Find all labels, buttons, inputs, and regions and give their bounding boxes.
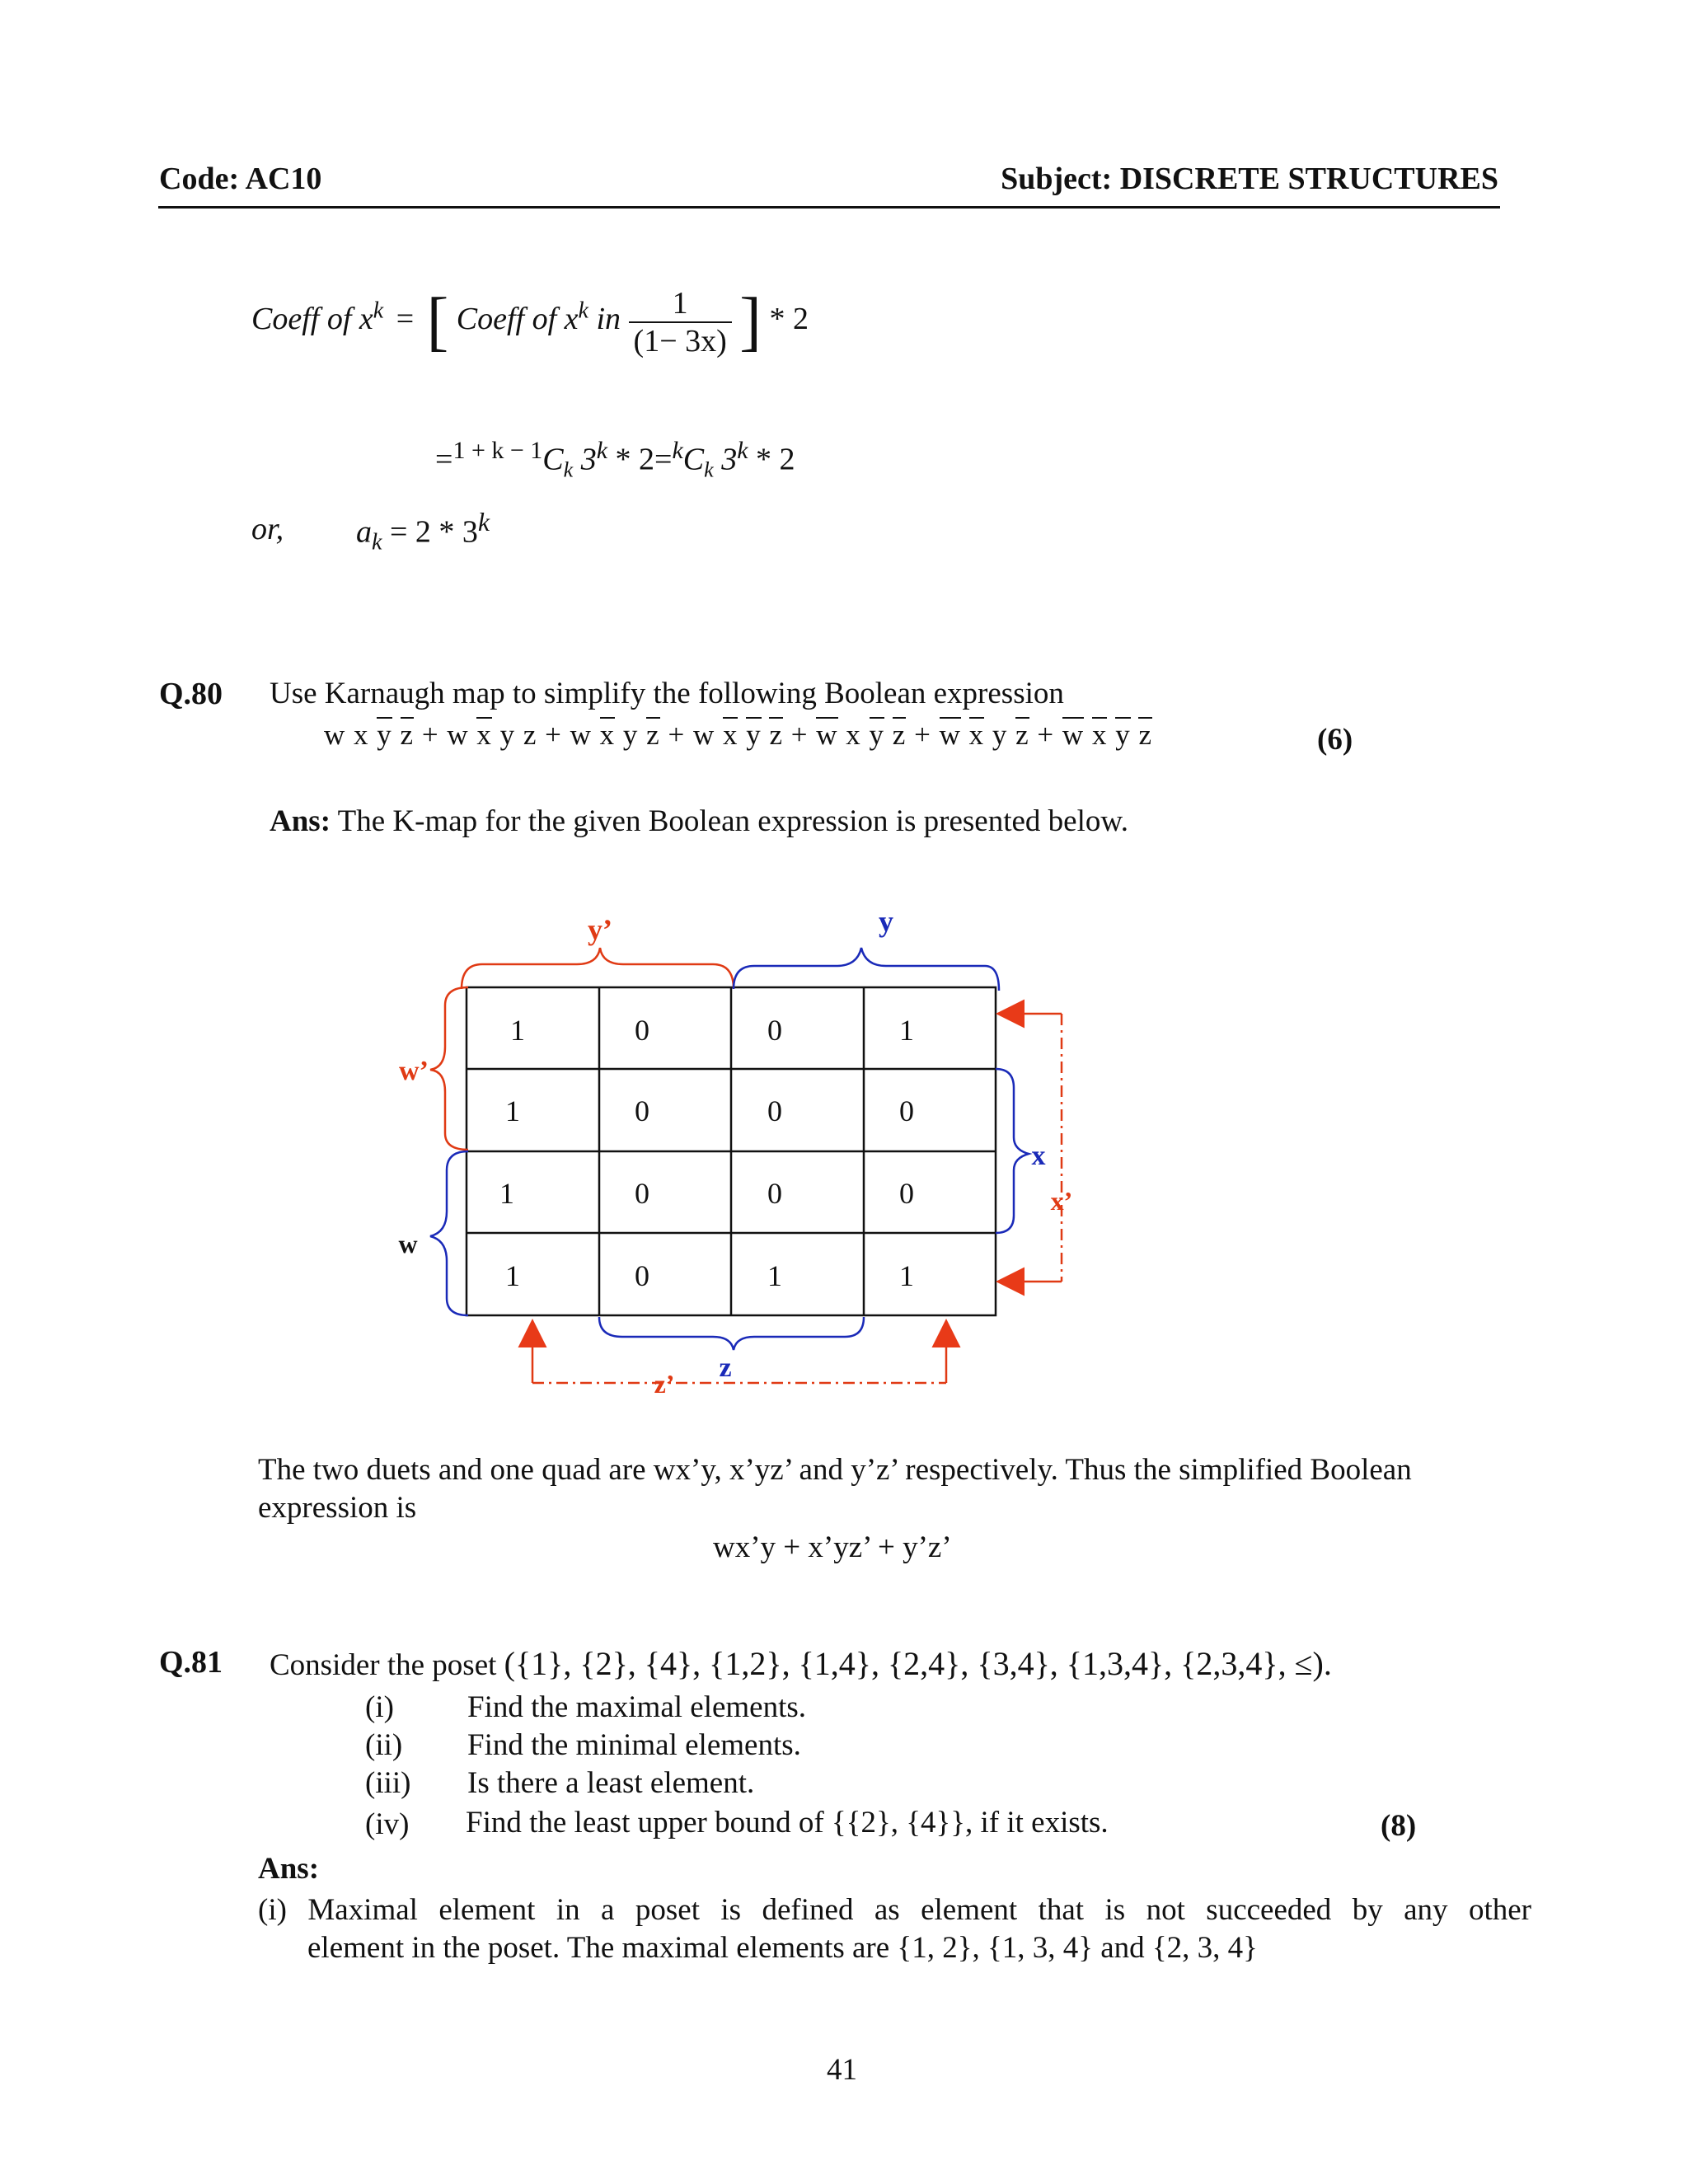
- q81-item-num: (ii): [365, 1728, 403, 1762]
- q81-ans-line2: element in the poset. The maximal elements are {1, 2}, {1, 3, 4} and {2, 3, 4}: [307, 1931, 1258, 1965]
- q81-number: Q.81: [159, 1645, 223, 1680]
- q80-expression: w x y z + w x y z + w x y z + w x y z + w x y z + w x y z + w x y z: [324, 719, 1152, 751]
- label-x: x: [1031, 1141, 1046, 1171]
- coeff-inner: Coeff of x: [456, 302, 579, 337]
- kmap-cell: 0: [635, 1014, 649, 1047]
- kmap-cell: 1: [505, 1094, 520, 1127]
- kmap-cell: 1: [505, 1259, 520, 1292]
- kmap-cell: 0: [767, 1094, 782, 1127]
- or-label: or,: [251, 512, 284, 546]
- label-z-prime: z’: [654, 1369, 675, 1399]
- kmap-grid: [467, 987, 996, 1315]
- bracket-close: ]: [739, 285, 762, 358]
- brace-z: [599, 1317, 864, 1350]
- kmap-cell: 1: [899, 1259, 914, 1292]
- q80-answer: Ans: The K-map for the given Boolean expression is presented below.: [270, 804, 1128, 838]
- kmap-cells: [499, 1014, 914, 1292]
- label-y-prime: y’: [588, 913, 612, 946]
- coeff-equation: Coeff of $x^k$ = [ Coeff of $x^k$ in $\frac{1}{(1- 3x)}$ ] * 2: [251, 285, 809, 359]
- fraction: $\frac{1}{(1- 3x)}$: [629, 285, 732, 359]
- kmap-cell: 0: [635, 1259, 649, 1292]
- header-rule: [158, 206, 1500, 209]
- bracket-open: [: [426, 285, 449, 358]
- kmap-cell: 1: [899, 1014, 914, 1047]
- kmap-cell: 0: [767, 1177, 782, 1210]
- q81-item-num: (iv): [365, 1807, 410, 1841]
- coeff-lhs: Coeff of x: [251, 302, 373, 337]
- q81-item-text: Find the minimal elements.: [467, 1728, 801, 1762]
- q80-explanation-1: The two duets and one quad are wx’y, x’yz’ and y’z’ respectively. Thus the simplified Boolean: [258, 1453, 1412, 1487]
- q81-item-text: Find the maximal elements.: [467, 1690, 807, 1724]
- q80-marks: (6): [1317, 723, 1353, 757]
- kmap-cell: 1: [510, 1014, 525, 1047]
- brace-w: [430, 1151, 468, 1315]
- kmap-cell: 0: [635, 1094, 649, 1127]
- q81-item-num: (iii): [365, 1766, 411, 1800]
- kmap-diagram: [387, 898, 1113, 1426]
- page-number: 41: [827, 2053, 857, 2087]
- q81-item-num: (i): [365, 1690, 394, 1724]
- q81-prompt: Consider the poset ({1}, {2}, {4}, {1,2}, {1,4}, {2,4}, {3,4}, {1,3,4}, {2,3,4}, ≤).: [270, 1645, 1332, 1682]
- kmap-cell: 0: [635, 1177, 649, 1210]
- header-code: Code: AC10: [159, 162, 322, 196]
- q81-ans-line1: (i) Maximal element in a poset is defined as element that is not succeeded by any other: [258, 1893, 1531, 1927]
- q81-poset: ({1}, {2}, {4}, {1,2}, {1,4}, {2,4}, {3,4}, {1,3,4}, {2,3,4}, ≤).: [504, 1645, 1332, 1682]
- q80-number: Q.80: [159, 677, 223, 711]
- brace-y: [734, 948, 999, 991]
- header-subject: Subject: DISCRETE STRUCTURES: [1001, 162, 1498, 196]
- kmap-cell: 1: [767, 1259, 782, 1292]
- coeff-line2: $=^{1 + k - 1}C_k$ $3^k * 2=^kC_k$ 3$^k$ * 2: [435, 437, 795, 482]
- label-w: w: [398, 1229, 418, 1258]
- q80-result: wx’y + x’yz’ + y’z’: [713, 1530, 952, 1564]
- kmap-cell: 0: [899, 1094, 914, 1127]
- label-x-prime: x’: [1050, 1186, 1073, 1216]
- q80-explanation-2: expression is: [258, 1491, 417, 1525]
- q81-ans-label: Ans:: [258, 1852, 320, 1886]
- kmap-cell: 1: [499, 1177, 514, 1210]
- q81-item-text: Find the least upper bound of {{2}, {4}}, if it exists.: [466, 1806, 1109, 1840]
- label-y: y: [879, 905, 893, 938]
- ak-line: $a_k = 2 * 3^k$: [356, 507, 490, 555]
- kmap-cell: 0: [767, 1014, 782, 1047]
- brace-x: [996, 1069, 1029, 1233]
- brace-w-prime: [430, 987, 468, 1150]
- kmap-cell: 0: [899, 1177, 914, 1210]
- label-w-prime: w’: [399, 1056, 429, 1086]
- brace-y-prime: [462, 948, 734, 989]
- q80-prompt: Use Karnaugh map to simplify the following Boolean expression: [270, 677, 1064, 710]
- q81-item-text: Is there a least element.: [467, 1766, 755, 1800]
- q81-marks: (8): [1381, 1809, 1417, 1843]
- label-z: z: [719, 1352, 732, 1383]
